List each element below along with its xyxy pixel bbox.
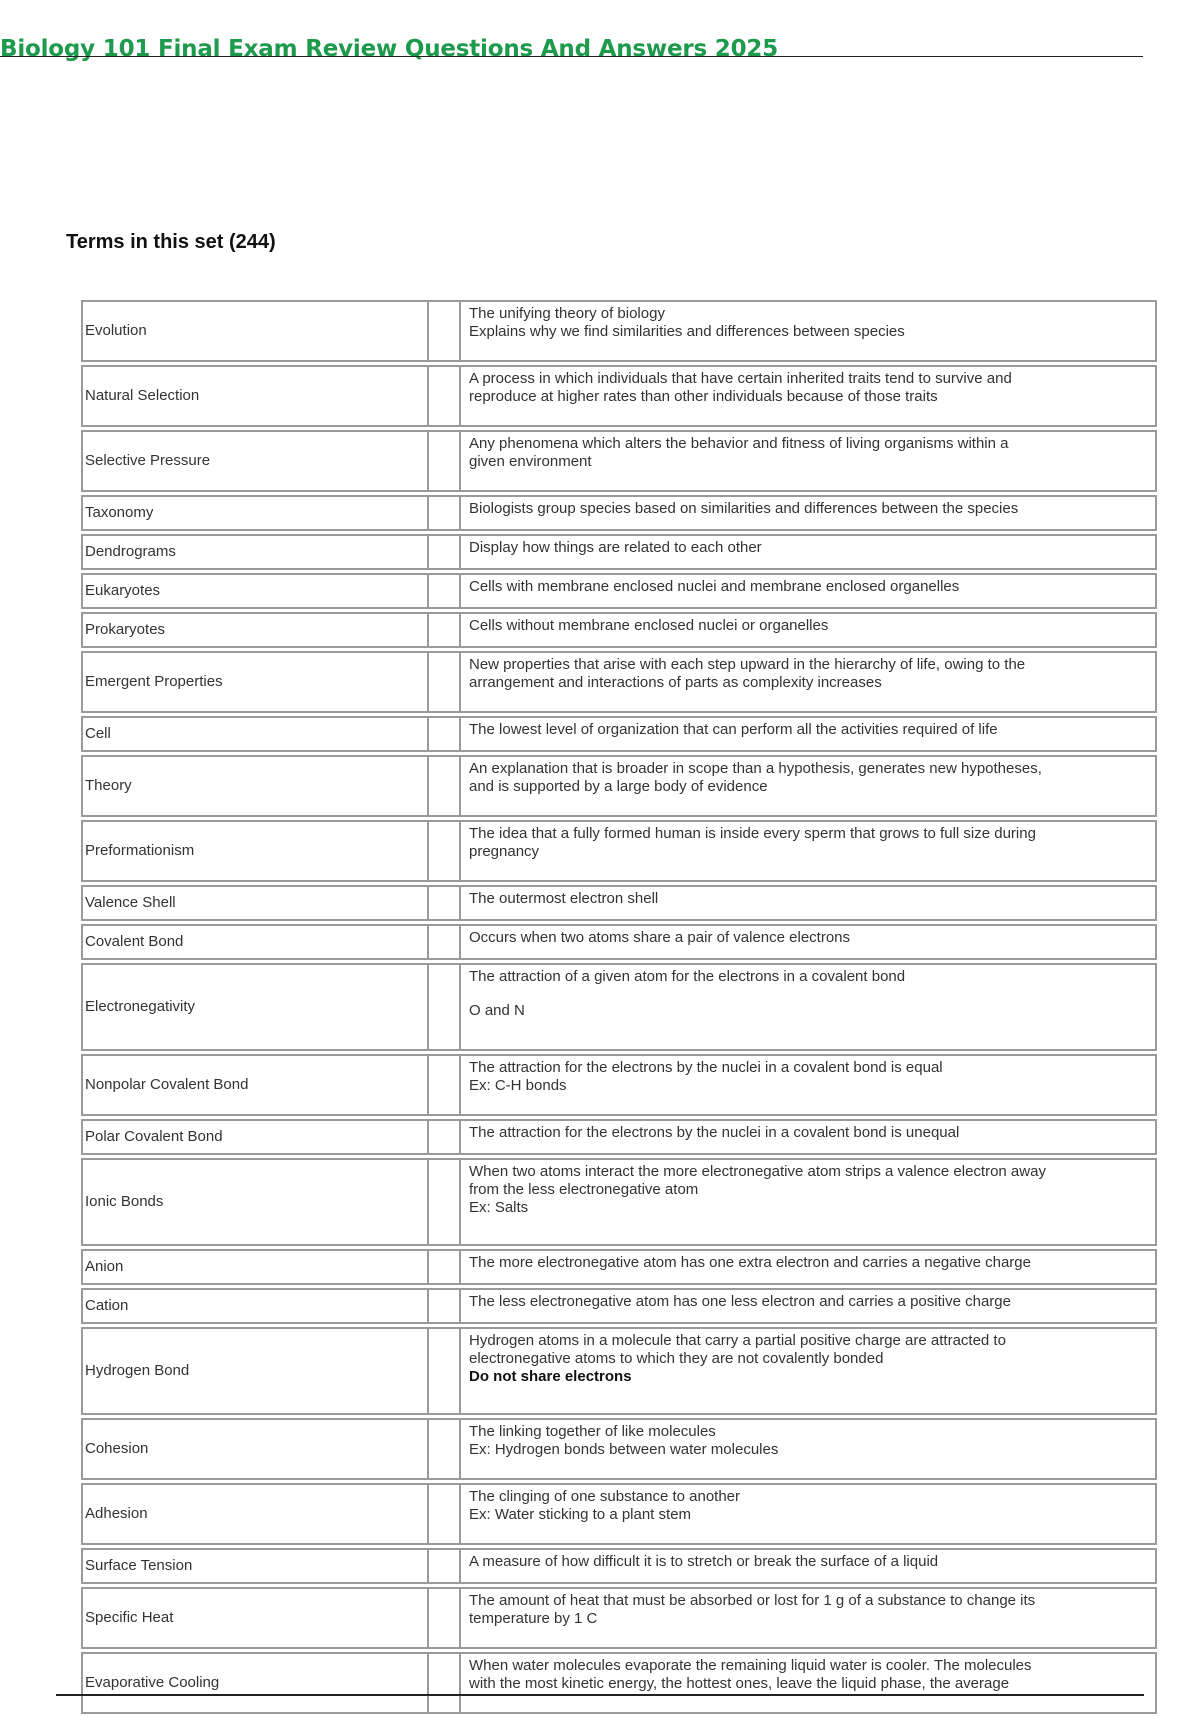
term-cell: Theory (81, 755, 429, 817)
definition-line: temperature by 1 C (469, 1610, 598, 1627)
term-row (81, 365, 1157, 427)
term-row (81, 1483, 1157, 1545)
term-cell: Anion (81, 1249, 429, 1285)
term-row (81, 1418, 1157, 1480)
definition-line: Ex: Salts (469, 1199, 529, 1216)
definition-cell (459, 885, 1157, 921)
definition-cell (459, 716, 1157, 752)
column-gap (429, 612, 459, 648)
definition-line: The linking together of like molecules (469, 1423, 716, 1440)
definition-line: The clinging of one substance to another (469, 1488, 741, 1505)
definition-line: O and N (469, 1002, 525, 1019)
definition-line: The attraction of a given atom for the electrons in a covalent bond (469, 968, 906, 985)
definition-cell (459, 1548, 1157, 1584)
definition-cell (459, 495, 1157, 531)
definition-cell (459, 755, 1157, 817)
definition-cell (459, 651, 1157, 713)
definition-line: Occurs when two atoms share a pair of valence electrons (469, 929, 851, 946)
term-row (81, 534, 1157, 570)
term-cell: Preformationism (81, 820, 429, 882)
term-row (81, 1054, 1157, 1116)
term-row (81, 820, 1157, 882)
term-cell: Eukaryotes (81, 573, 429, 609)
column-gap (429, 755, 459, 817)
term-row (81, 885, 1157, 921)
term-row (81, 300, 1157, 362)
definition-line: with the most kinetic energy, the hottest ones, leave the liquid phase, the average (469, 1675, 1010, 1692)
definition-cell (459, 1119, 1157, 1155)
title-underline (0, 56, 1143, 57)
column-gap (429, 300, 459, 362)
definition-cell (459, 612, 1157, 648)
term-cell: Prokaryotes (81, 612, 429, 648)
term-cell: Specific Heat (81, 1587, 429, 1649)
term-cell: Dendrograms (81, 534, 429, 570)
term-row (81, 1158, 1157, 1246)
column-gap (429, 963, 459, 1051)
definition-line: Do not share electrons (469, 1368, 632, 1385)
column-gap (429, 1288, 459, 1324)
definition-line: Any phenomena which alters the behavior and fitness of living organisms within a (469, 435, 1009, 452)
definition-cell (459, 300, 1157, 362)
term-cell: Cell (81, 716, 429, 752)
term-row (81, 1548, 1157, 1584)
definition-line: An explanation that is broader in scope than a hypothesis, generates new hypotheses, (469, 760, 1042, 777)
term-row (81, 1288, 1157, 1324)
definition-cell (459, 820, 1157, 882)
definition-cell (459, 1158, 1157, 1246)
term-cell: Surface Tension (81, 1548, 429, 1584)
definition-cell (459, 573, 1157, 609)
column-gap (429, 573, 459, 609)
definition-line: The lowest level of organization that can perform all the activities required of life (469, 721, 998, 738)
definition-line: pregnancy (469, 843, 540, 860)
column-gap (429, 1119, 459, 1155)
definition-cell (459, 1483, 1157, 1545)
column-gap (429, 1652, 459, 1714)
term-cell: Selective Pressure (81, 430, 429, 492)
term-row (81, 1327, 1157, 1415)
definition-line: The amount of heat that must be absorbed or lost for 1 g of a substance to change its (469, 1592, 1036, 1609)
document-title: Biology 101 Final Exam Review Questions And Answers 2025 (0, 36, 779, 62)
column-gap (429, 1249, 459, 1285)
term-cell: Emergent Properties (81, 651, 429, 713)
definition-cell (459, 534, 1157, 570)
definition-cell (459, 924, 1157, 960)
definition-line: The outermost electron shell (469, 890, 659, 907)
column-gap (429, 1548, 459, 1584)
column-gap (429, 651, 459, 713)
definition-line: The attraction for the electrons by the nuclei in a covalent bond is equal (469, 1059, 943, 1076)
definition-line: The more electronegative atom has one extra electron and carries a negative charge (469, 1254, 1031, 1271)
definition-line: Cells with membrane enclosed nuclei and membrane enclosed organelles (469, 578, 960, 595)
page-footer-rule (56, 1694, 1144, 1696)
column-gap (429, 534, 459, 570)
definition-line: from the less electronegative atom (469, 1181, 699, 1198)
term-cell: Covalent Bond (81, 924, 429, 960)
definition-cell (459, 1327, 1157, 1415)
term-row (81, 651, 1157, 713)
definition-line: and is supported by a large body of evidence (469, 778, 768, 795)
definition-line: arrangement and interactions of parts as complexity increases (469, 674, 882, 691)
term-cell: Ionic Bonds (81, 1158, 429, 1246)
definition-line: The unifying theory of biology (469, 305, 665, 322)
definition-line: Cells without membrane enclosed nuclei or organelles (469, 617, 829, 634)
definition-line: When water molecules evaporate the remaining liquid water is cooler. The molecules (469, 1657, 1032, 1674)
column-gap (429, 885, 459, 921)
term-row (81, 924, 1157, 960)
term-cell: Polar Covalent Bond (81, 1119, 429, 1155)
definition-cell (459, 1249, 1157, 1285)
definition-cell (459, 1418, 1157, 1480)
column-gap (429, 1483, 459, 1545)
definition-line: Explains why we find similarities and differences between species (469, 323, 905, 340)
set-heading: Terms in this set (244) (66, 231, 276, 253)
term-cell: Natural Selection (81, 365, 429, 427)
definition-line: given environment (469, 453, 592, 470)
term-row (81, 1119, 1157, 1155)
column-gap (429, 716, 459, 752)
term-cell: Evaporative Cooling (81, 1652, 429, 1714)
definition-cell (459, 1054, 1157, 1116)
definition-line: Ex: Water sticking to a plant stem (469, 1506, 692, 1523)
definition-line: electronegative atoms to which they are not covalently bonded (469, 1350, 884, 1367)
column-gap (429, 1054, 459, 1116)
definition-cell (459, 430, 1157, 492)
column-gap (429, 1418, 459, 1480)
term-row (81, 495, 1157, 531)
term-row (81, 430, 1157, 492)
term-row (81, 1587, 1157, 1649)
column-gap (429, 365, 459, 427)
definition-line: Ex: Hydrogen bonds between water molecules (469, 1441, 779, 1458)
term-row (81, 1249, 1157, 1285)
terms-table (81, 297, 1157, 1717)
term-cell: Valence Shell (81, 885, 429, 921)
definition-line: reproduce at higher rates than other individuals because of those traits (469, 388, 938, 405)
term-cell: Cohesion (81, 1418, 429, 1480)
term-cell: Electronegativity (81, 963, 429, 1051)
term-row (81, 1652, 1157, 1714)
term-row (81, 755, 1157, 817)
definition-cell (459, 1587, 1157, 1649)
term-cell: Nonpolar Covalent Bond (81, 1054, 429, 1116)
definition-line: Ex: C-H bonds (469, 1077, 567, 1094)
term-cell: Adhesion (81, 1483, 429, 1545)
column-gap (429, 1587, 459, 1649)
column-gap (429, 1327, 459, 1415)
column-gap (429, 924, 459, 960)
definition-line: When two atoms interact the more electronegative atom strips a valence electron away (469, 1163, 1046, 1180)
definition-line: Display how things are related to each other (469, 539, 762, 556)
definition-line: A process in which individuals that have certain inherited traits tend to survive and (469, 370, 1012, 387)
column-gap (429, 430, 459, 492)
term-row (81, 612, 1157, 648)
definition-cell (459, 1652, 1157, 1714)
term-row (81, 716, 1157, 752)
term-cell: Hydrogen Bond (81, 1327, 429, 1415)
definition-line: New properties that arise with each step upward in the hierarchy of life, owing to the (469, 656, 1026, 673)
term-cell: Evolution (81, 300, 429, 362)
definition-line: A measure of how difficult it is to stretch or break the surface of a liquid (469, 1553, 939, 1570)
definition-line: The attraction for the electrons by the nuclei in a covalent bond is unequal (469, 1124, 960, 1141)
term-cell: Taxonomy (81, 495, 429, 531)
definition-cell (459, 1288, 1157, 1324)
term-row (81, 573, 1157, 609)
terms-table-body (81, 300, 1157, 1714)
column-gap (429, 1158, 459, 1246)
definition-line: Hydrogen atoms in a molecule that carry a partial positive charge are attracted to (469, 1332, 1006, 1349)
definition-cell (459, 365, 1157, 427)
definition-cell (459, 963, 1157, 1051)
column-gap (429, 495, 459, 531)
term-row (81, 963, 1157, 1051)
definition-line: Biologists group species based on similarities and differences between the species (469, 500, 1019, 517)
definition-line: The idea that a fully formed human is inside every sperm that grows to full size during (469, 825, 1036, 842)
column-gap (429, 820, 459, 882)
definition-line: The less electronegative atom has one less electron and carries a positive charge (469, 1293, 1011, 1310)
term-cell: Cation (81, 1288, 429, 1324)
